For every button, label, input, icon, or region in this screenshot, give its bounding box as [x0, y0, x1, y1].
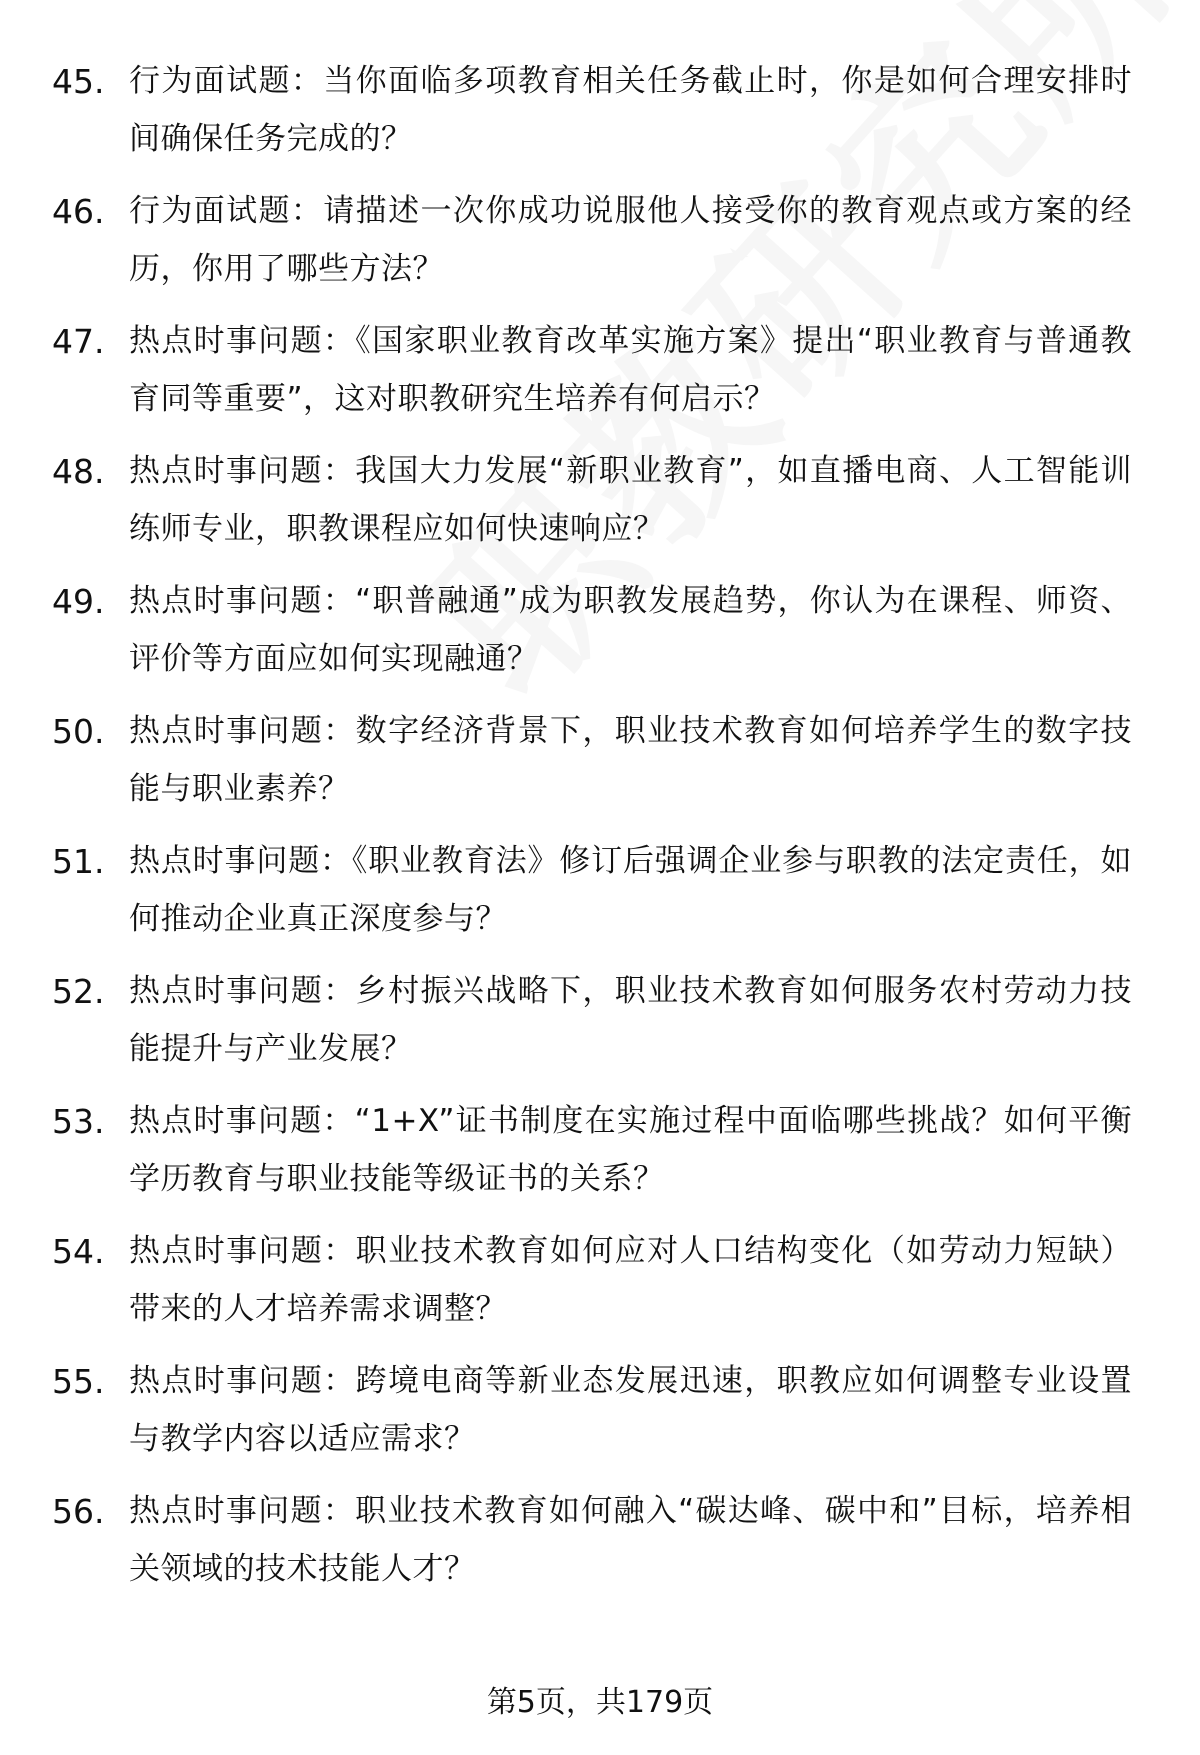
question-number: 48. — [52, 452, 105, 491]
question-item — [52, 1100, 1132, 1197]
question-text: 热点时事问题：《职业教育法》修订后强调企业参与职教的法定责任，如何推动企业真正深度参与？ — [129, 843, 1132, 937]
question-item — [52, 60, 1132, 157]
question-text: 热点时事问题：职业技术教育如何应对人口结构变化（如劳动力短缺）带来的人才培养需求调整？ — [129, 1233, 1132, 1327]
question-number: 50. — [52, 712, 105, 751]
question-item — [52, 450, 1132, 547]
question-text: 热点时事问题：“1+X”证书制度在实施过程中面临哪些挑战？如何平衡学历教育与职业技能等级证书的关系？ — [129, 1103, 1132, 1197]
question-text: 热点时事问题：跨境电商等新业态发展迅速，职教应如何调整专业设置与教学内容以适应需求？ — [129, 1363, 1132, 1457]
question-item — [52, 970, 1132, 1067]
question-text: 行为面试题：当你面临多项教育相关任务截止时，你是如何合理安排时间确保任务完成的？ — [129, 63, 1132, 157]
question-text: 热点时事问题：数字经济背景下，职业技术教育如何培养学生的数字技能与职业素养？ — [129, 713, 1132, 807]
question-item — [52, 320, 1132, 417]
question-text: 热点时事问题：《国家职业教育改革实施方案》提出“职业教育与普通教育同等重要”，这对职教研究生培养有何启示？ — [129, 323, 1132, 417]
question-number: 53. — [52, 1102, 105, 1141]
question-list — [52, 60, 1132, 1620]
question-number: 56. — [52, 1492, 105, 1531]
question-item — [52, 710, 1132, 807]
question-text: 热点时事问题：“职普融通”成为职教发展趋势，你认为在课程、师资、评价等方面应如何实现融通？ — [129, 583, 1132, 677]
question-number: 51. — [52, 842, 105, 881]
question-text: 热点时事问题：我国大力发展“新职业教育”，如直播电商、人工智能训练师专业，职教课程应如何快速响应？ — [129, 453, 1132, 547]
question-number: 47. — [52, 322, 105, 361]
question-text: 行为面试题：请描述一次你成功说服他人接受你的教育观点或方案的经历，你用了哪些方法？ — [129, 193, 1132, 287]
question-number: 46. — [52, 192, 105, 231]
page-number-label: 第5页，共179页 — [486, 1685, 714, 1720]
question-number: 49. — [52, 582, 105, 621]
question-item — [52, 1490, 1132, 1587]
question-number: 55. — [52, 1362, 105, 1401]
question-item — [52, 1360, 1132, 1457]
question-text: 热点时事问题：乡村振兴战略下，职业技术教育如何服务农村劳动力技能提升与产业发展？ — [129, 973, 1132, 1067]
question-item — [52, 840, 1132, 937]
question-item — [52, 190, 1132, 287]
question-number: 52. — [52, 972, 105, 1011]
question-item — [52, 580, 1132, 677]
page-footer — [0, 1683, 1200, 1723]
question-number: 45. — [52, 62, 105, 101]
question-text: 热点时事问题：职业技术教育如何融入“碳达峰、碳中和”目标，培养相关领域的技术技能人才？ — [129, 1493, 1132, 1587]
question-number: 54. — [52, 1232, 105, 1271]
question-item — [52, 1230, 1132, 1327]
